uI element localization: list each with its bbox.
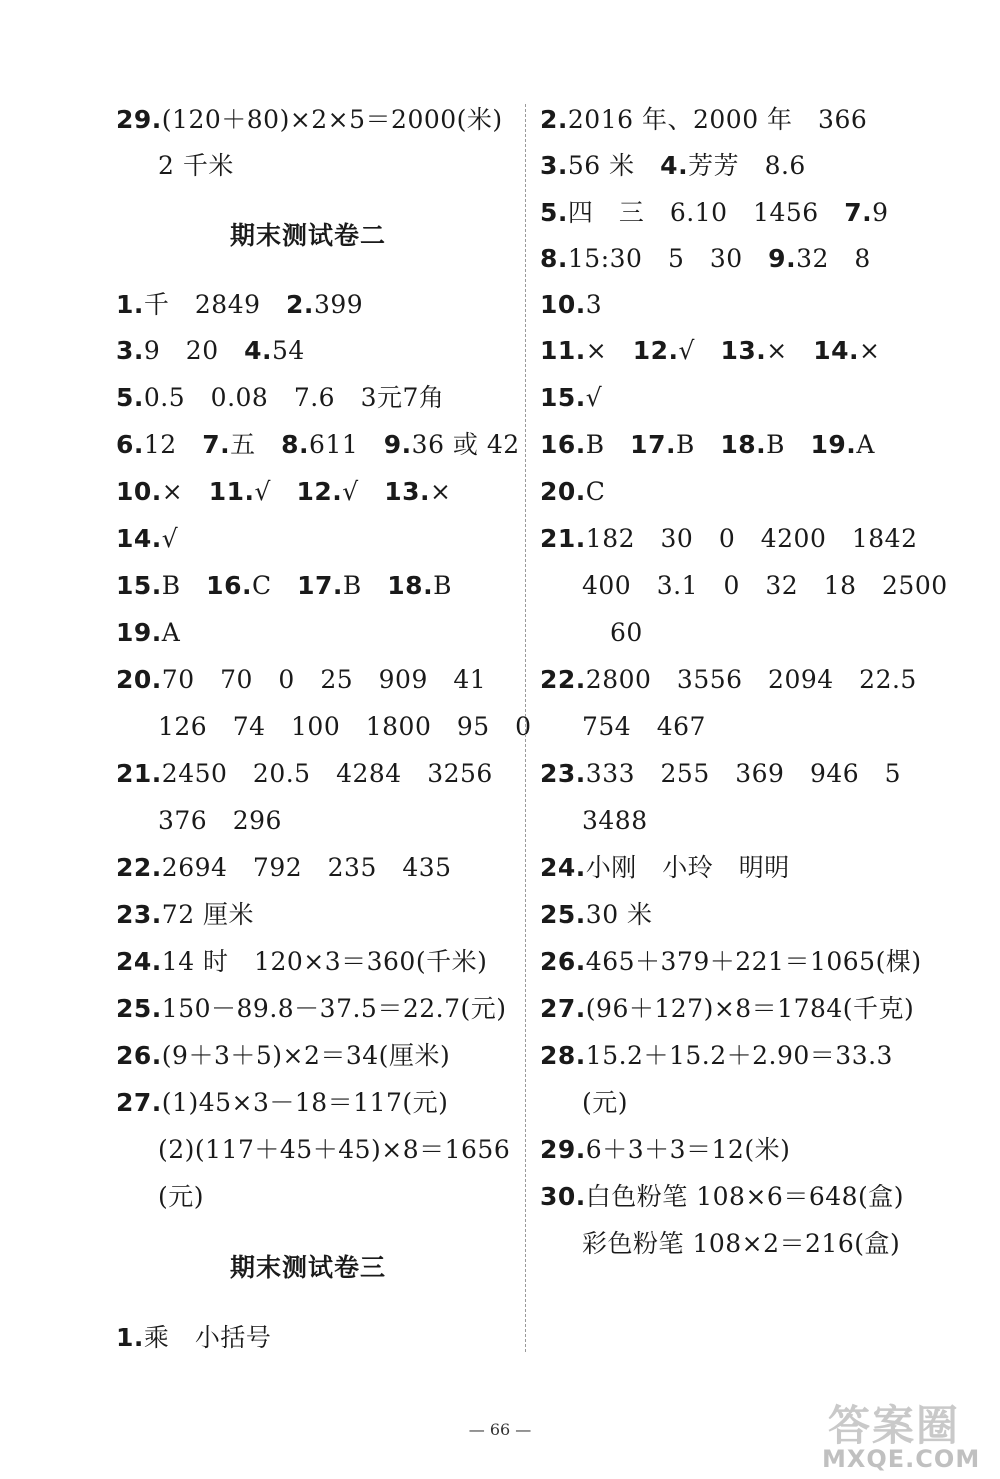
answer-line: 3.56 米 4.芳芳 8.6 — [540, 151, 806, 180]
answer-line: 27.(96＋127)×8＝1784(千克) — [540, 994, 915, 1023]
answer-line: 20.70 70 0 25 909 41 — [116, 665, 487, 694]
answer-line: 25.30 米 — [540, 900, 653, 929]
answer-line: 28.15.2＋15.2＋2.90＝33.3 — [540, 1041, 893, 1070]
answer-line: 376 296 — [158, 806, 282, 835]
answer-line: 22.2694 792 235 435 — [116, 853, 452, 882]
watermark-logo — [818, 1393, 998, 1477]
answer-line: 29.(120＋80)×2×5＝2000(米) — [116, 105, 503, 134]
answer-line: 14.√ — [116, 524, 179, 553]
answer-line: 6.12 7.五 8.611 9.36 或 42 — [116, 430, 520, 459]
answer-line: 400 3.1 0 32 18 2500 — [582, 571, 948, 600]
answer-line: 60 — [610, 618, 643, 647]
answer-line: 1.千 2849 2.399 — [116, 290, 364, 319]
answer-line: 126 74 100 1800 95 0 — [158, 712, 532, 741]
answer-line: 26.(9＋3＋5)×2＝34(厘米) — [116, 1041, 451, 1070]
watermark-text: 答案圈 — [828, 1401, 961, 1450]
section-heading-2: 期末测试卷二 — [230, 221, 387, 250]
answer-line: 10.3 — [540, 290, 603, 319]
column-divider — [525, 104, 526, 1352]
answer-line: 23.72 厘米 — [116, 900, 255, 929]
answer-line: 23.333 255 369 946 5 — [540, 759, 902, 788]
watermark-url: MXQE.COM — [822, 1445, 981, 1473]
answer-line: 8.15:30 5 30 9.32 8 — [540, 244, 871, 273]
answer-line: 10.× 11.√ 12.√ 13.× — [116, 477, 452, 506]
answer-line: 22.2800 3556 2094 22.5 — [540, 665, 917, 694]
answer-line: 21.182 30 0 4200 1842 — [540, 524, 918, 553]
answer-line: 11.× 12.√ 13.× 14.× — [540, 336, 881, 365]
answer-line: 15.B 16.C 17.B 18.B — [116, 571, 452, 600]
answer-line: 彩色粉笔 108×2＝216(盒) — [582, 1229, 901, 1258]
page-number: — 66 — — [468, 1420, 532, 1439]
answer-line: 27.(1)45×3－18＝117(元) — [116, 1088, 449, 1117]
answer-line: 1.乘 小括号 — [116, 1323, 272, 1352]
answer-line: (2)(117＋45＋45)×8＝1656 — [158, 1135, 511, 1164]
answer-line: (元) — [158, 1182, 205, 1211]
answer-line: 21.2450 20.5 4284 3256 — [116, 759, 493, 788]
answer-line: 16.B 17.B 18.B 19.A — [540, 430, 875, 459]
answer-line: 754 467 — [582, 712, 706, 741]
answer-line: 2.2016 年、2000 年 366 — [540, 105, 868, 134]
answer-line: (元) — [582, 1088, 629, 1117]
answer-line: 29.6＋3＋3＝12(米) — [540, 1135, 791, 1164]
answer-line: 20.C — [540, 477, 606, 506]
answer-line: 3488 — [582, 806, 648, 835]
answer-line: 5.0.5 0.08 7.6 3元7角 — [116, 383, 445, 412]
answer-line: 25.150－89.8－37.5＝22.7(元) — [116, 994, 507, 1023]
section-heading-3: 期末测试卷三 — [230, 1253, 387, 1282]
answer-line: 5.四 三 6.10 1456 7.9 — [540, 198, 889, 227]
answer-line: 15.√ — [540, 383, 603, 412]
answer-line: 19.A — [116, 618, 181, 647]
answer-line: 3.9 20 4.54 — [116, 336, 305, 365]
answer-line: 24.14 时 120×3＝360(千米) — [116, 947, 488, 976]
answer-line: 30.白色粉笔 108×6＝648(盒) — [540, 1182, 905, 1211]
answer-line: 24.小刚 小玲 明明 — [540, 853, 790, 882]
answer-line: 2 千米 — [158, 151, 234, 180]
answer-line: 26.465＋379＋221＝1065(棵) — [540, 947, 922, 976]
